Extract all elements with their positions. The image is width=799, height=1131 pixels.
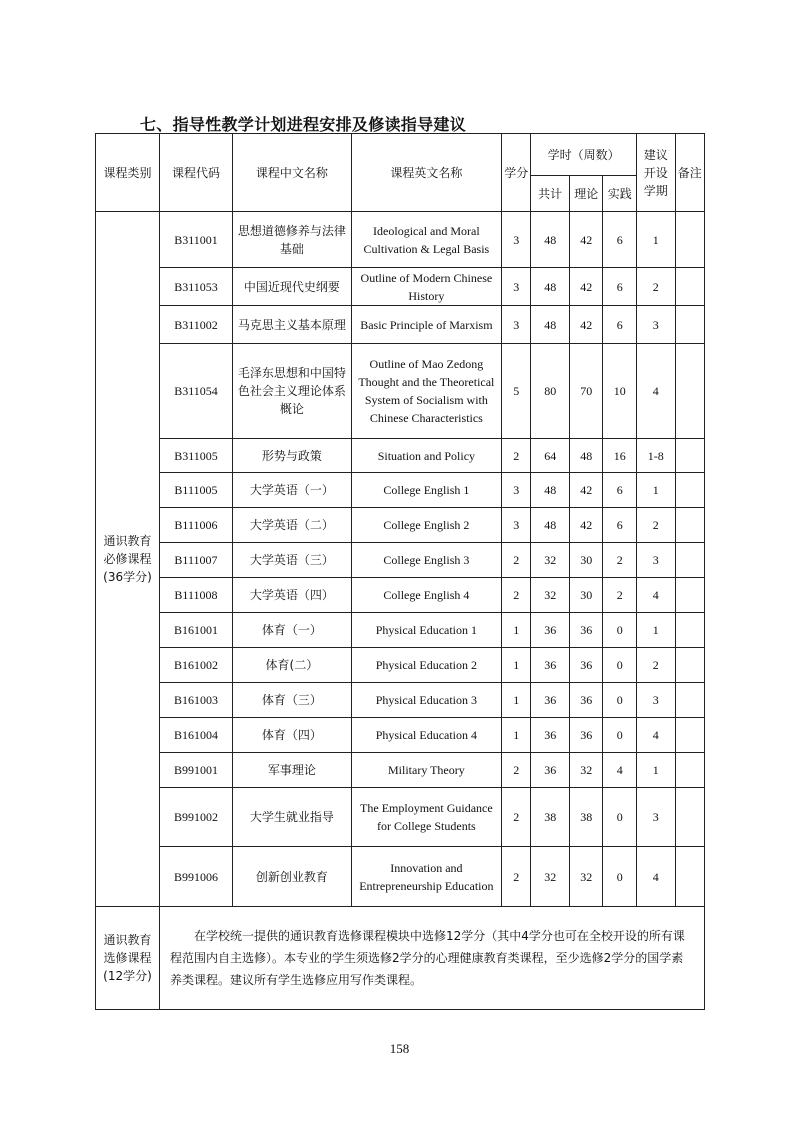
course-credit: 1 bbox=[501, 613, 530, 648]
course-remark bbox=[675, 212, 705, 268]
course-remark bbox=[675, 788, 705, 847]
course-code: B311053 bbox=[159, 268, 232, 306]
course-cn-name: 大学英语（一） bbox=[233, 473, 352, 508]
course-total-hours: 80 bbox=[531, 344, 570, 439]
course-cn-name: 体育（四） bbox=[233, 718, 352, 753]
course-theory-hours: 30 bbox=[569, 543, 602, 578]
course-credit: 3 bbox=[501, 268, 530, 306]
course-cn-name: 形势与政策 bbox=[233, 439, 352, 473]
header-cn-name: 课程中文名称 bbox=[233, 134, 352, 212]
course-total-hours: 32 bbox=[531, 847, 570, 907]
course-en-name: Physical Education 3 bbox=[351, 683, 501, 718]
course-cn-name: 大学生就业指导 bbox=[233, 788, 352, 847]
table-row bbox=[96, 439, 705, 473]
header-hours: 学时（周数） bbox=[531, 134, 637, 176]
course-en-name: Outline of Mao Zedong Thought and the Theoretical System of Socialism with Chinese Characteristics bbox=[351, 344, 501, 439]
course-theory-hours: 32 bbox=[569, 847, 602, 907]
course-remark bbox=[675, 306, 705, 344]
course-credit: 2 bbox=[501, 788, 530, 847]
course-total-hours: 48 bbox=[531, 268, 570, 306]
header-theory: 理论 bbox=[569, 176, 602, 212]
course-theory-hours: 42 bbox=[569, 212, 602, 268]
course-credit: 1 bbox=[501, 718, 530, 753]
course-theory-hours: 42 bbox=[569, 268, 602, 306]
course-remark bbox=[675, 718, 705, 753]
course-semester: 4 bbox=[636, 578, 675, 613]
table-row bbox=[96, 508, 705, 543]
page-number: 158 bbox=[389, 1041, 410, 1056]
course-en-name: The Employment Guidance for College Students bbox=[351, 788, 501, 847]
course-remark bbox=[675, 473, 705, 508]
course-en-name: Basic Principle of Marxism bbox=[351, 306, 501, 344]
course-total-hours: 48 bbox=[531, 508, 570, 543]
course-practice-hours: 6 bbox=[603, 306, 636, 344]
table-row bbox=[96, 212, 705, 268]
table-row bbox=[96, 788, 705, 847]
course-credit: 2 bbox=[501, 439, 530, 473]
course-credit: 3 bbox=[501, 508, 530, 543]
course-credit: 3 bbox=[501, 212, 530, 268]
course-practice-hours: 16 bbox=[603, 439, 636, 473]
course-total-hours: 48 bbox=[531, 306, 570, 344]
elective-category-cell: 通识教育选修课程(12学分) bbox=[96, 907, 160, 1010]
course-theory-hours: 36 bbox=[569, 683, 602, 718]
course-total-hours: 32 bbox=[531, 543, 570, 578]
course-credit: 1 bbox=[501, 648, 530, 683]
header-code: 课程代码 bbox=[159, 134, 232, 212]
course-credit: 2 bbox=[501, 578, 530, 613]
course-practice-hours: 4 bbox=[603, 753, 636, 788]
course-code: B991006 bbox=[159, 847, 232, 907]
course-code: B111005 bbox=[159, 473, 232, 508]
course-practice-hours: 0 bbox=[603, 683, 636, 718]
course-code: B311054 bbox=[159, 344, 232, 439]
course-credit: 2 bbox=[501, 847, 530, 907]
course-cn-name: 体育（一） bbox=[233, 613, 352, 648]
course-theory-hours: 30 bbox=[569, 578, 602, 613]
course-total-hours: 36 bbox=[531, 648, 570, 683]
header-practice: 实践 bbox=[603, 176, 636, 212]
course-en-name: Physical Education 4 bbox=[351, 718, 501, 753]
course-en-name: College English 4 bbox=[351, 578, 501, 613]
header-category: 课程类别 bbox=[96, 134, 160, 212]
table-row bbox=[96, 268, 705, 306]
course-theory-hours: 48 bbox=[569, 439, 602, 473]
course-semester: 3 bbox=[636, 788, 675, 847]
course-remark bbox=[675, 753, 705, 788]
course-en-name: College English 3 bbox=[351, 543, 501, 578]
course-code: B311005 bbox=[159, 439, 232, 473]
course-en-name: Physical Education 2 bbox=[351, 648, 501, 683]
course-semester: 3 bbox=[636, 683, 675, 718]
course-remark bbox=[675, 543, 705, 578]
course-theory-hours: 36 bbox=[569, 613, 602, 648]
course-cn-name: 体育（三） bbox=[233, 683, 352, 718]
course-theory-hours: 70 bbox=[569, 344, 602, 439]
course-theory-hours: 42 bbox=[569, 306, 602, 344]
course-en-name: College English 1 bbox=[351, 473, 501, 508]
required-category-cell: 通识教育必修课程(36学分) bbox=[96, 212, 160, 907]
course-practice-hours: 10 bbox=[603, 344, 636, 439]
table-row bbox=[96, 683, 705, 718]
course-theory-hours: 42 bbox=[569, 508, 602, 543]
table-row bbox=[96, 847, 705, 907]
course-semester: 1 bbox=[636, 613, 675, 648]
course-code: B161004 bbox=[159, 718, 232, 753]
course-en-name: Physical Education 1 bbox=[351, 613, 501, 648]
course-semester: 4 bbox=[636, 847, 675, 907]
header-remark: 备注 bbox=[675, 134, 705, 212]
course-semester: 1 bbox=[636, 473, 675, 508]
course-semester: 2 bbox=[636, 268, 675, 306]
course-remark bbox=[675, 648, 705, 683]
course-total-hours: 36 bbox=[531, 683, 570, 718]
header-credit: 学分 bbox=[501, 134, 530, 212]
elective-note-text: 在学校统一提供的通识教育选修课程模块中选修12学分（其中4学分也可在全校开设的所有课程范围内自主选修）。本专业的学生须选修2学分的心理健康教育类课程，至少选修2学分的国学素养类课程。建议所有学生选修应用写作类课程。 bbox=[169, 929, 685, 987]
course-cn-name: 毛泽东思想和中国特色社会主义理论体系概论 bbox=[233, 344, 352, 439]
course-semester: 1-8 bbox=[636, 439, 675, 473]
course-practice-hours: 6 bbox=[603, 268, 636, 306]
course-en-name: Innovation and Entrepreneurship Education bbox=[351, 847, 501, 907]
course-en-name: Ideological and Moral Cultivation & Legal Basis bbox=[351, 212, 501, 268]
course-theory-hours: 36 bbox=[569, 648, 602, 683]
course-code: B161001 bbox=[159, 613, 232, 648]
course-code: B111008 bbox=[159, 578, 232, 613]
course-practice-hours: 2 bbox=[603, 543, 636, 578]
course-theory-hours: 42 bbox=[569, 473, 602, 508]
elective-note bbox=[159, 907, 704, 1010]
course-total-hours: 48 bbox=[531, 473, 570, 508]
course-code: B311002 bbox=[159, 306, 232, 344]
course-plan-table bbox=[95, 133, 705, 1010]
course-credit: 2 bbox=[501, 753, 530, 788]
course-remark bbox=[675, 508, 705, 543]
course-theory-hours: 36 bbox=[569, 718, 602, 753]
course-theory-hours: 32 bbox=[569, 753, 602, 788]
course-practice-hours: 6 bbox=[603, 473, 636, 508]
course-semester: 2 bbox=[636, 648, 675, 683]
course-code: B161003 bbox=[159, 683, 232, 718]
course-total-hours: 36 bbox=[531, 753, 570, 788]
course-semester: 2 bbox=[636, 508, 675, 543]
course-cn-name: 创新创业教育 bbox=[233, 847, 352, 907]
table-row bbox=[96, 543, 705, 578]
course-en-name: College English 2 bbox=[351, 508, 501, 543]
table-row bbox=[96, 718, 705, 753]
course-remark bbox=[675, 344, 705, 439]
course-theory-hours: 38 bbox=[569, 788, 602, 847]
table-row bbox=[96, 344, 705, 439]
table-row bbox=[96, 578, 705, 613]
course-total-hours: 36 bbox=[531, 718, 570, 753]
course-total-hours: 36 bbox=[531, 613, 570, 648]
course-practice-hours: 0 bbox=[603, 718, 636, 753]
header-semester: 建议开设学期 bbox=[636, 134, 675, 212]
header-total: 共计 bbox=[531, 176, 570, 212]
course-remark bbox=[675, 613, 705, 648]
course-credit: 1 bbox=[501, 683, 530, 718]
course-total-hours: 48 bbox=[531, 212, 570, 268]
course-remark bbox=[675, 847, 705, 907]
course-practice-hours: 6 bbox=[603, 508, 636, 543]
course-practice-hours: 0 bbox=[603, 613, 636, 648]
table-row bbox=[96, 613, 705, 648]
header-en-name: 课程英文名称 bbox=[351, 134, 501, 212]
section-title: 七、指导性教学计划进程安排及修读指导建议 bbox=[140, 115, 467, 134]
course-cn-name: 军事理论 bbox=[233, 753, 352, 788]
course-cn-name: 体育(二） bbox=[233, 648, 352, 683]
table-row bbox=[96, 753, 705, 788]
course-code: B991001 bbox=[159, 753, 232, 788]
course-total-hours: 64 bbox=[531, 439, 570, 473]
course-semester: 1 bbox=[636, 753, 675, 788]
course-cn-name: 中国近现代史纲要 bbox=[233, 268, 352, 306]
course-cn-name: 大学英语（二） bbox=[233, 508, 352, 543]
table-row bbox=[96, 473, 705, 508]
course-cn-name: 大学英语（三） bbox=[233, 543, 352, 578]
course-code: B111006 bbox=[159, 508, 232, 543]
course-semester: 4 bbox=[636, 344, 675, 439]
course-en-name: Situation and Policy bbox=[351, 439, 501, 473]
course-cn-name: 思想道德修养与法律基础 bbox=[233, 212, 352, 268]
course-credit: 5 bbox=[501, 344, 530, 439]
course-practice-hours: 6 bbox=[603, 212, 636, 268]
course-semester: 3 bbox=[636, 543, 675, 578]
course-total-hours: 32 bbox=[531, 578, 570, 613]
course-code: B991002 bbox=[159, 788, 232, 847]
course-remark bbox=[675, 683, 705, 718]
course-practice-hours: 0 bbox=[603, 847, 636, 907]
course-practice-hours: 0 bbox=[603, 788, 636, 847]
course-cn-name: 马克思主义基本原理 bbox=[233, 306, 352, 344]
course-practice-hours: 0 bbox=[603, 648, 636, 683]
course-remark bbox=[675, 578, 705, 613]
course-en-name: Military Theory bbox=[351, 753, 501, 788]
course-remark bbox=[675, 439, 705, 473]
course-en-name: Outline of Modern Chinese History bbox=[351, 268, 501, 306]
course-practice-hours: 2 bbox=[603, 578, 636, 613]
course-cn-name: 大学英语（四） bbox=[233, 578, 352, 613]
course-code: B111007 bbox=[159, 543, 232, 578]
course-code: B311001 bbox=[159, 212, 232, 268]
course-semester: 1 bbox=[636, 212, 675, 268]
course-semester: 4 bbox=[636, 718, 675, 753]
course-code: B161002 bbox=[159, 648, 232, 683]
table-row bbox=[96, 306, 705, 344]
course-credit: 3 bbox=[501, 473, 530, 508]
table-row bbox=[96, 648, 705, 683]
course-credit: 2 bbox=[501, 543, 530, 578]
course-total-hours: 38 bbox=[531, 788, 570, 847]
course-remark bbox=[675, 268, 705, 306]
course-credit: 3 bbox=[501, 306, 530, 344]
course-semester: 3 bbox=[636, 306, 675, 344]
